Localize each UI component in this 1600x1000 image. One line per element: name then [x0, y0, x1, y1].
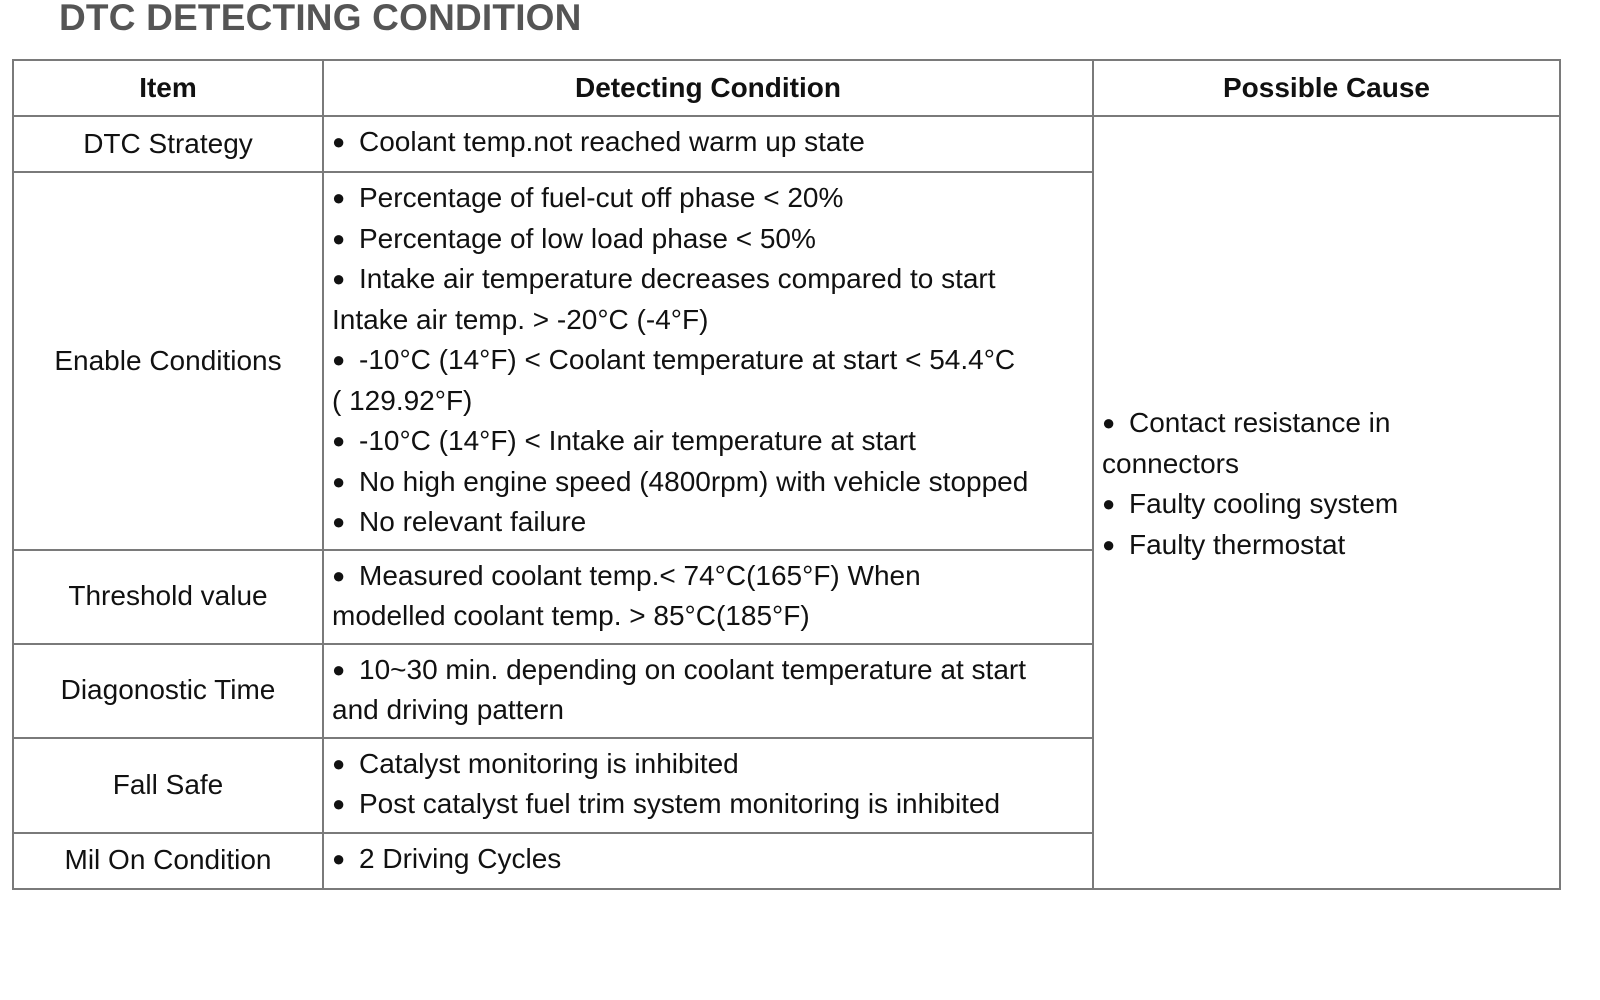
- condition-line-text: Percentage of low load phase < 50%: [359, 222, 816, 254]
- condition-line-text: No high engine speed (4800rpm) with vehicle stopped: [359, 465, 1029, 497]
- bullet-icon: ●: [332, 347, 346, 372]
- condition-line-text: 10~30 min. depending on coolant temperature at start: [359, 653, 1026, 685]
- condition-line: [332, 839, 1084, 880]
- condition-line: [332, 122, 1084, 163]
- column-header-item: Item: [13, 60, 323, 116]
- condition-line-text: ( 129.92°F): [332, 384, 473, 416]
- condition-cell: [323, 116, 1093, 172]
- condition-cell: [323, 550, 1093, 644]
- condition-line: [332, 596, 1084, 637]
- condition-line-text: and driving pattern: [332, 694, 564, 725]
- condition-line-text: 2 Driving Cycles: [359, 842, 562, 874]
- condition-cell: [323, 833, 1093, 889]
- condition-line: [332, 690, 1084, 731]
- item-cell: Mil On Condition: [13, 833, 323, 889]
- condition-line: [332, 556, 1084, 597]
- bullet-icon: ●: [332, 428, 346, 453]
- condition-line-text: No relevant failure: [359, 506, 587, 537]
- bullet-icon: ●: [332, 791, 346, 816]
- item-cell: Threshold value: [13, 550, 323, 644]
- cause-line-text: Faulty cooling system: [1129, 488, 1399, 520]
- condition-line: [332, 259, 1084, 300]
- bullet-icon: ●: [332, 750, 346, 776]
- condition-line: [332, 502, 1084, 543]
- condition-line: [332, 178, 1084, 219]
- item-cell: Fall Safe: [13, 738, 323, 833]
- condition-line-text: -10°C (14°F) < Coolant temperature at start < 54.4°C: [359, 344, 1016, 375]
- condition-line: [332, 300, 1084, 341]
- condition-line-text: Catalyst monitoring is inhibited: [359, 747, 739, 779]
- item-cell: Enable Conditions: [13, 172, 323, 550]
- cause-line: [1102, 403, 1551, 444]
- condition-line-text: Post catalyst fuel trim system monitoring is inhibited: [359, 788, 1001, 819]
- condition-cell: [323, 172, 1093, 550]
- condition-line: [332, 340, 1084, 381]
- bullet-icon: ●: [332, 266, 346, 291]
- bullet-icon: ●: [332, 656, 346, 682]
- cause-line: [1102, 525, 1551, 566]
- condition-line-text: modelled coolant temp. > 85°C(185°F): [332, 600, 810, 631]
- condition-line: [332, 421, 1084, 462]
- bullet-icon: ●: [1102, 491, 1116, 517]
- table-row: [13, 116, 1560, 172]
- bullet-icon: ●: [332, 129, 346, 154]
- cause-line-text: Faulty thermostat: [1129, 528, 1346, 560]
- condition-line: [332, 219, 1084, 260]
- column-header-detecting-condition: Detecting Condition: [323, 60, 1093, 116]
- possible-cause-cell: [1093, 116, 1560, 889]
- bullet-icon: ●: [332, 468, 346, 494]
- column-header-possible-cause: Possible Cause: [1093, 60, 1560, 116]
- table-header-row: [13, 60, 1560, 116]
- condition-cell: [323, 738, 1093, 833]
- condition-line: [332, 381, 1084, 422]
- bullet-icon: ●: [332, 509, 346, 534]
- condition-cell: [323, 644, 1093, 738]
- page-title: DTC DETECTING CONDITION: [59, 0, 582, 38]
- condition-line-text: Coolant temp.not reached warm up state: [359, 126, 865, 157]
- condition-line-text: Measured coolant temp.< 74°C(165°F) When: [359, 559, 921, 591]
- item-cell: Diagonostic Time: [13, 644, 323, 738]
- cause-line-text: connectors: [1102, 447, 1239, 479]
- condition-line: [332, 462, 1084, 503]
- condition-line: [332, 650, 1084, 691]
- bullet-icon: ●: [332, 185, 346, 210]
- cause-line: [1102, 444, 1551, 485]
- bullet-icon: ●: [1102, 531, 1116, 557]
- condition-line: [332, 784, 1084, 825]
- cause-line: [1102, 484, 1551, 525]
- condition-line-text: Intake air temperature decreases compared to start: [359, 263, 996, 294]
- bullet-icon: ●: [332, 225, 346, 251]
- condition-line-text: Percentage of fuel-cut off phase < 20%: [359, 182, 844, 213]
- dtc-detecting-condition-table: [12, 59, 1561, 890]
- item-cell: DTC Strategy: [13, 116, 323, 172]
- bullet-icon: ●: [1102, 410, 1116, 436]
- condition-line-text: -10°C (14°F) < Intake air temperature at start: [359, 425, 916, 456]
- cause-line-text: Contact resistance in: [1129, 407, 1391, 439]
- condition-line-text: Intake air temp. > -20°C (-4°F): [332, 303, 709, 335]
- condition-line: [332, 744, 1084, 785]
- bullet-icon: ●: [332, 845, 346, 871]
- bullet-icon: ●: [332, 562, 346, 588]
